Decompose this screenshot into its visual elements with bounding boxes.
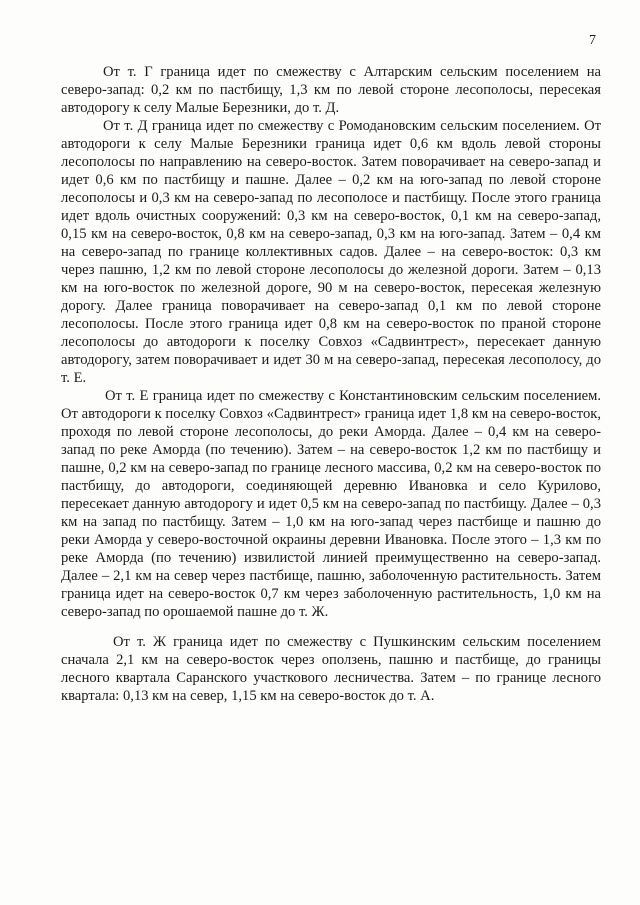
paragraph-d-to-e: От т. Д граница идет по смежеству с Ромодановским сельским поселением. От автодороги к селу Малые Березники граница идет 0,6 км вдоль левой стороны лесополосы по направлению на северо-восток. Затем поворачивает на северо-запад и идет 0,6 км по пастбищу и пашне. Далее – 0,2 км на юго-запад по левой стороне лесополосы и 0,3 км на северо-запад по лесополосе и пастбищу. После этого граница идет вдоль очистных сооружений: 0,3 км на северо-восток, 0,1 км на северо-запад, 0,15 км на северо-восток, 0,8 км на северо-запад, 0,3 км на юго-запад. Затем – 0,4 км на северо-запад по границе коллективных садов. Далее – на северо-восток: 0,3 км через пашню, 1,2 км по левой стороне лесополосы до железной дороги. Затем – 0,13 км на юго-восток по железной дороге, 90 м на северо-восток, пересекая железную дорогу. Далее граница поворачивает на северо-запад 0,1 км по левой стороне лесополосы. После этого граница идет 0,8 км на северо-восток по праной стороне лесополосы до автодороги к поселку Совхоз «Садвинтрест», пересекает данную автодорогу, затем поворачивает и идет 30 м на северо-запад, пересекая лесополосу, до т. Е. xyxy=(61,118,601,386)
page-number: 7 xyxy=(589,33,596,48)
paragraph-e-to-zh: От т. Е граница идет по смежеству с Константиновским сельским поселением. От автодороги к поселку Совхоз «Садвинтрест» граница идет 1,8 км на северо-восток, проходя по левой стороне лесополосы, до реки Аморда. Далее – 0,4 км на северо-запад по реке Аморда (по течению). Затем – на северо-восток 1,2 км по пастбищу и пашне, 0,2 км на северо-запад по границе лесного массива, 0,2 км на северо-восток по пастбищу, до автодороги, соединяющей деревню Ивановка и село Курилово, пересекает данную автодорогу и идет 0,5 км на северо-запад по пастбищу. Далее – 0,3 км на запад по пастбищу. Затем – 1,0 км на юго-запад через пастбище и пашню до реки Аморда у северо-восточной окраины деревни Ивановка. После этого – 1,3 км по реке Аморда (по течению) извилистой линией преимущественно на северо-запад. Далее – 2,1 км на север через пастбище, пашню, заболоченную растительность. Затем граница идет на северо-восток 0,7 км через заболоченную растительность, 1,0 км на северо-запад по орошаемой пашне до т. Ж. xyxy=(61,388,601,620)
document-body xyxy=(61,63,601,705)
paragraph-g-to-d: От т. Г граница идет по смежеству с Алтарским сельским поселением на северо-запад: 0,2 км по пастбищу, 1,3 км по левой стороне лесополосы, пересекая автодорогу к селу Малые Березники, до т. Д. xyxy=(61,64,601,116)
paragraph-zh-to-a: От т. Ж граница идет по смежеству с Пушкинским сельским поселением сначала 2,1 км на северо-восток через оползень, пашню и пастбище, до границы лесного квартала Саранского участкового лесничества. Затем – по границе лесного квартала: 0,13 км на север, 1,15 км на северо-восток до т. А. xyxy=(61,634,601,704)
